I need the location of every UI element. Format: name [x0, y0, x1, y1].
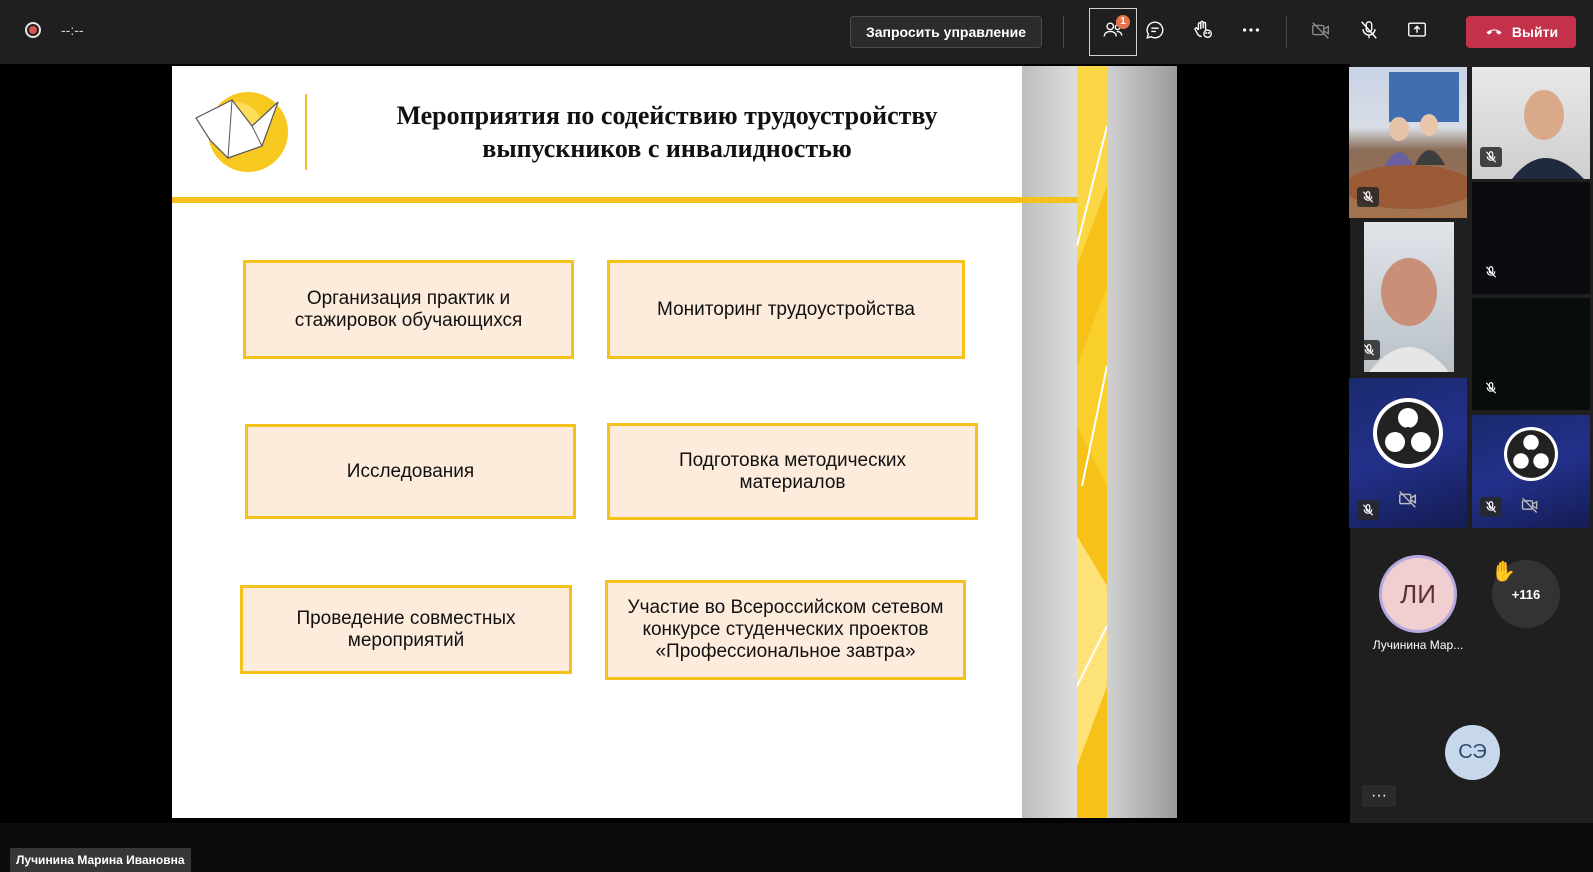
obs-logo-icon	[1504, 427, 1558, 481]
avatar-initials: ЛИ	[1382, 558, 1454, 630]
slide-box-research: Исследования	[245, 424, 576, 519]
camera-off-icon	[1395, 488, 1421, 515]
meeting-timer: --:--	[61, 22, 84, 38]
slide-logo-icon	[188, 88, 298, 176]
participant-video-tile[interactable]	[1364, 222, 1454, 372]
toolbar-divider	[1063, 16, 1064, 48]
camera-off-icon	[1310, 19, 1332, 46]
reactions-icon	[1192, 19, 1214, 46]
more-icon: ···	[1371, 787, 1387, 804]
request-control-button[interactable]: Запросить управление	[850, 16, 1042, 48]
mic-toggle-button[interactable]	[1349, 12, 1389, 52]
chat-button[interactable]	[1135, 12, 1175, 52]
leave-button[interactable]	[1466, 16, 1576, 48]
phone-icon	[1484, 21, 1504, 44]
raised-hand-icon: ✋	[1491, 561, 1516, 583]
participant-video-tile[interactable]	[1349, 378, 1467, 528]
leave-label: Выйти	[1511, 24, 1559, 40]
participant-video-tile[interactable]	[1472, 415, 1590, 528]
share-icon	[1406, 19, 1428, 46]
participant-video-tile[interactable]	[1472, 298, 1590, 410]
gallery-more-button[interactable]	[1362, 785, 1396, 807]
reactions-button[interactable]	[1183, 12, 1223, 52]
camera-off-icon	[1518, 495, 1542, 520]
obs-logo-icon	[1373, 398, 1443, 468]
slide-box-methodical: Подготовка методических материалов	[607, 423, 978, 520]
more-participants-button[interactable]: +116	[1492, 560, 1560, 628]
slide-box-internships: Организация практик и стажировок обучающихся	[243, 260, 574, 359]
record-icon	[25, 22, 41, 38]
participant-avatar[interactable]: СЭ	[1445, 725, 1500, 780]
presentation-slide	[172, 66, 1177, 818]
participant-name: Лучинина Мар...	[1372, 638, 1464, 652]
slide-box-joint-events: Проведение совместных мероприятий	[240, 585, 572, 674]
participant-video-tile[interactable]	[1472, 67, 1590, 179]
participants-badge: 1	[1116, 15, 1130, 29]
mic-off-icon	[1480, 262, 1502, 282]
more-icon	[1240, 19, 1262, 46]
people-button[interactable]	[1089, 8, 1137, 56]
slide-title: Мероприятия по содействию трудоустройству выпускников с инвалидностью	[396, 101, 938, 163]
slide-box-contest: Участие во Всероссийском сетевом конкурсе студенческих проектов «Профессиональное завтра»	[605, 580, 966, 680]
presenter-name-tag: Лучинина Марина Ивановна	[10, 848, 191, 872]
logo-divider	[305, 94, 307, 170]
chat-icon	[1144, 19, 1166, 46]
toolbar-divider	[1286, 16, 1287, 48]
mic-off-icon	[1364, 340, 1380, 360]
more-actions-button[interactable]	[1231, 12, 1271, 52]
share-screen-button[interactable]	[1397, 12, 1437, 52]
participant-video-tile[interactable]	[1349, 67, 1467, 218]
meeting-toolbar	[0, 0, 1593, 64]
shared-content-stage	[0, 64, 1350, 867]
camera-toggle-button[interactable]	[1301, 12, 1341, 52]
mic-off-icon	[1357, 187, 1379, 207]
slide-yellow-strip	[1077, 66, 1107, 818]
mic-off-icon	[1480, 497, 1502, 517]
mic-off-icon	[1357, 500, 1379, 520]
participant-avatar[interactable]	[1379, 555, 1457, 633]
participant-video-tile[interactable]	[1472, 182, 1590, 294]
mic-off-icon	[1480, 378, 1502, 398]
mic-off-icon	[1358, 19, 1380, 46]
slide-title-underline	[172, 197, 1077, 203]
mic-off-icon	[1480, 147, 1502, 167]
slide-box-monitoring: Мониторинг трудоустройства	[607, 260, 965, 359]
